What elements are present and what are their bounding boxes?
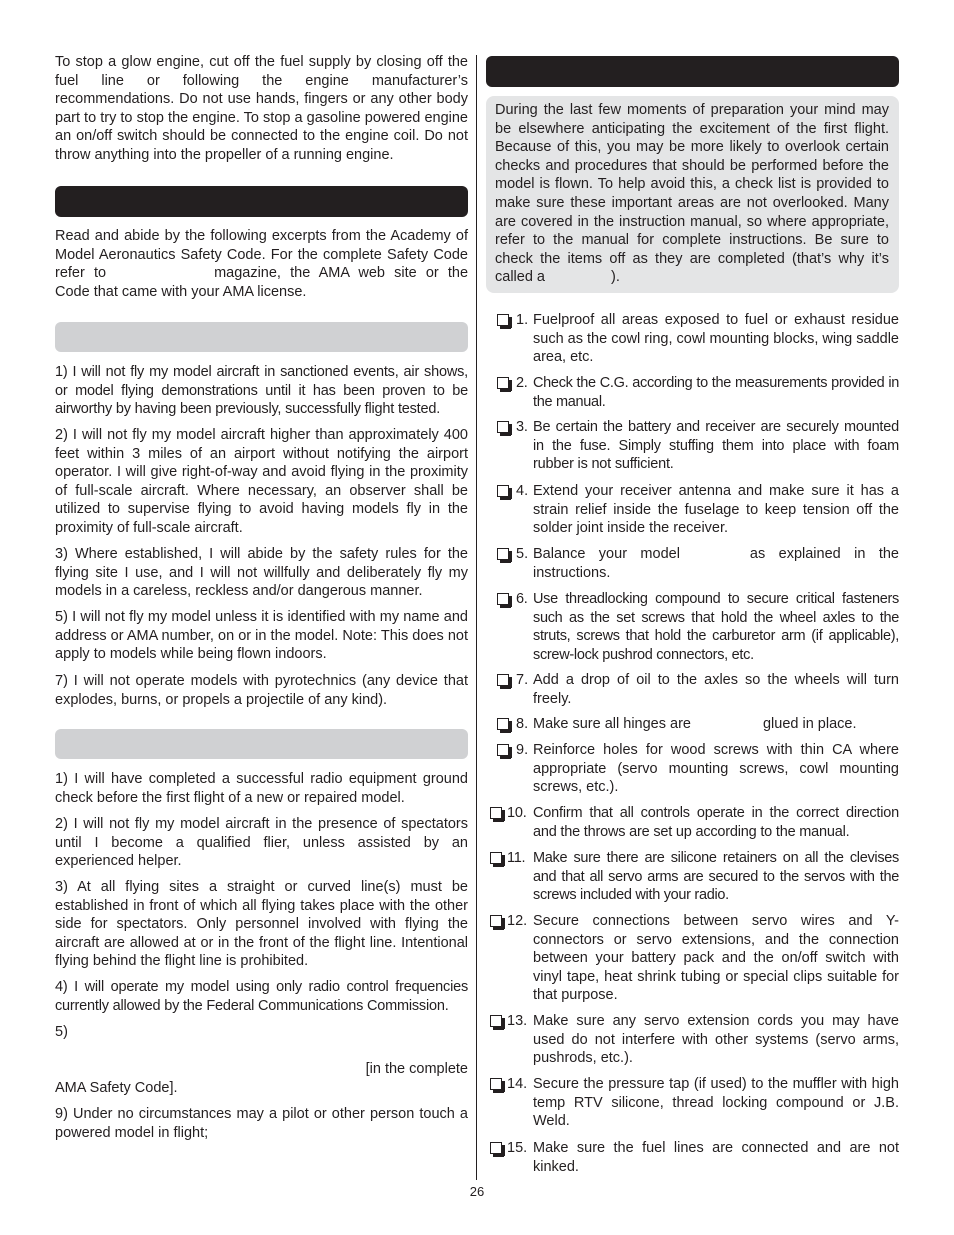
checkbox-icon[interactable] xyxy=(497,314,509,326)
checkbox-icon[interactable] xyxy=(497,421,509,433)
checkbox-icon[interactable] xyxy=(497,718,509,730)
radio-rule-5-number: 5) xyxy=(55,1024,68,1040)
radio-rule-2: 2) I will not fly my model aircraft in the presence of spectators until I become a qualified flier, unless assisted by an experienced helper. xyxy=(55,816,468,870)
checklist-item-number: 10. xyxy=(507,805,527,821)
checkbox-icon[interactable] xyxy=(497,593,509,605)
checklist-item-text-b: as explained in the instructions. xyxy=(533,546,899,581)
checklist-item-number: 5. xyxy=(516,546,529,562)
checklist-item-text: Extend your receiver antenna and make sure it has a strain relief inside the fuselage to keep tension off the solder joint inside the receiver. xyxy=(533,483,899,537)
column-divider xyxy=(476,55,477,1180)
ama-intro-text: Read and abide by the following excerpts from the Academy of Model Aeronautics Safety Code. For the complete Safety Code refer to xyxy=(55,228,468,282)
radio-rule-3: 3) At all flying sites a straight or curved line(s) must be established in front of which all flying takes place with the other side for spectators. Only personnel involved with flying the aircraft are allowed at or in the front of the flight line. Intentional flying behind the flight line is prohibited. xyxy=(55,879,468,970)
checklist-item-text: Add a drop of oil to the axles so the wheels will turn freely. xyxy=(533,672,899,707)
checklist-intro-box xyxy=(486,96,899,293)
checkbox-icon[interactable] xyxy=(490,807,502,819)
section-header-bar xyxy=(55,186,468,217)
radio-rule-5-end: AMA Safety Code]. xyxy=(55,1080,178,1096)
checklist-item-text: Secure connections between servo wires and Y-connectors or servo extensions, and the connection between your battery pack and the on/off switch with vinyl tape, heat shrink tubing or special clips suitable for that purpose. xyxy=(533,913,899,1004)
checklist-intro-text xyxy=(495,101,889,287)
checklist-item-text xyxy=(533,545,899,582)
radio-rule-5-tail: [in the complete xyxy=(365,1061,468,1077)
checkbox-icon[interactable] xyxy=(497,377,509,389)
general-rule-3: 3) Where established, I will abide by the safety rules for the flying site I use, and I will not willfully and deliberately fly my models in a careless, reckless and/or dangerous manner. xyxy=(55,546,468,600)
checklist-item-number: 8. xyxy=(516,716,529,732)
checklist-item-text: Use threadlocking compound to secure critical fasteners such as the set screws that hold the wheel axles to the struts, screws that hold the carburetor arm (if applicable), screw-lock pushrod connectors, etc. xyxy=(533,591,899,663)
radio-subheader-bar xyxy=(55,729,468,759)
general-rule-2: 2) I will not fly my model aircraft higher than approximately 400 feet within 3 miles of an airport without notifying the airport operator. I will give right-of-way and avoid flying in the proximity of full-scale aircraft. Where necessary, an observer shall be utilized to supervise flying to avoid having models fly in the proximity of full-scale aircraft. xyxy=(55,427,468,536)
checklist-item-number: 6. xyxy=(516,591,528,607)
checklist-item-number: 12. xyxy=(507,913,528,929)
checklist-intro-main: During the last few moments of preparation your mind may be elsewhere anticipating the excitement of the first flight. Because of this, you may be more likely to overlook certain checks and procedures that should be performed before the model is flown. To help avoid this, a check list is provided to make sure these important areas are not overlooked. Many are covered in the instruction manual, so where appropriate, refer to the manual for complete instructions. Be sure to check the items off as they are completed (that’s why it’s called a xyxy=(495,102,889,286)
general-rule-1: 1) I will not fly my model aircraft in sanctioned events, air shows, or model flying demonstrations until it has been proven to be airworthy by having been previously, successfully flight tested. xyxy=(55,364,468,418)
checkbox-icon[interactable] xyxy=(497,485,509,497)
page-number: 26 xyxy=(469,1184,485,1199)
checklist-item-text: Make sure any servo extension cords you may have used do not interfere with other systems (servo arms, pushrods, etc.). xyxy=(533,1013,899,1067)
checklist-item-number: 13. xyxy=(507,1013,528,1029)
checklist-item-text: Secure the pressure tap (if used) to the muffler with high temp RTV silicone, thread locking compound or J.B. Weld. xyxy=(533,1076,899,1130)
checklist-item-number: 3. xyxy=(516,419,528,435)
ama-intro-text-end: magazine, the AMA web site or the Code that came with your AMA license. xyxy=(55,265,469,300)
radio-rule-1: 1) I will have completed a successful radio equipment ground check before the first flight of a new or repaired model. xyxy=(55,771,468,806)
checkbox-icon[interactable] xyxy=(490,1142,502,1154)
checkbox-icon[interactable] xyxy=(490,852,502,864)
general-rule-7: 7) I will not operate models with pyrotechnics (any device that explodes, burns, or propels a projectile of any kind). xyxy=(55,673,468,708)
checklist-item-text: Make sure there are silicone retainers on all the clevises and that all servo arms are secured to the servos with the screws included with your radio. xyxy=(533,850,899,904)
checklist-item-text: Be certain the battery and receiver are securely mounted in the fuse. Simply stuffing them into place with foam rubber is not sufficient. xyxy=(533,419,899,473)
checklist-header-bar xyxy=(486,56,899,87)
checklist-item-number: 11. xyxy=(507,850,526,866)
checklist-intro-end: ). xyxy=(610,269,620,286)
checklist-item-text xyxy=(533,715,899,734)
general-subheader-bar xyxy=(55,322,468,352)
checklist-item-number: 2. xyxy=(516,375,528,391)
checklist-item-text: Check the C.G. according to the measurements provided in the manual. xyxy=(533,375,899,410)
checklist-item-text-b: glued in place. xyxy=(762,716,857,732)
engine-stop-paragraph: To stop a glow engine, cut off the fuel supply by closing off the fuel line or following the engine manufacturer’s recommendations. Do not use hands, fingers or any other body part to try to stop the engine. To stop a gasoline powered engine an on/off switch should be connected to the engine coil. Do not throw anything into the propeller of a running engine. xyxy=(55,54,468,163)
ama-intro-paragraph xyxy=(55,227,468,301)
checkbox-icon[interactable] xyxy=(497,548,509,560)
general-rule-5: 5) I will not fly my model unless it is identified with my name and address or AMA number, on or in the model. Note: This does not apply to models while being flown indoors. xyxy=(55,609,468,663)
checkbox-icon[interactable] xyxy=(490,1078,502,1090)
checklist-item-number: 4. xyxy=(516,483,529,499)
checklist-item-number: 9. xyxy=(516,742,529,758)
checkbox-icon[interactable] xyxy=(490,915,502,927)
radio-rule-9: 9) Under no circumstances may a pilot or other person touch a powered model in flight; xyxy=(55,1106,468,1141)
checklist-item-text: Confirm that all controls operate in the correct direction and the throws are set up according to the manual. xyxy=(533,805,899,840)
checkbox-icon[interactable] xyxy=(490,1015,502,1027)
checklist-item-text: Reinforce holes for wood screws with thin CA where appropriate (servo mounting screws, cowl mounting screws, etc.). xyxy=(533,742,899,796)
checklist-item-text-a: Make sure all hinges are xyxy=(533,716,691,732)
checklist-item-text: Make sure the fuel lines are connected and are not kinked. xyxy=(533,1140,899,1175)
radio-rule-4: 4) I will operate my model using only radio control frequencies currently allowed by the Federal Communications Commission. xyxy=(55,979,468,1014)
checklist-item-number: 14. xyxy=(507,1076,528,1092)
checklist-item-text-a: Balance your model xyxy=(533,546,680,562)
checkbox-icon[interactable] xyxy=(497,674,509,686)
checklist-item-number: 7. xyxy=(516,672,529,688)
checkbox-icon[interactable] xyxy=(497,744,509,756)
checklist-item-number: 1. xyxy=(516,312,529,328)
checklist-item-text: Fuelproof all areas exposed to fuel or exhaust residue such as the cowl ring, cowl mounting blocks, wing saddle area, etc. xyxy=(533,312,899,366)
checklist-item-number: 15. xyxy=(507,1140,528,1156)
